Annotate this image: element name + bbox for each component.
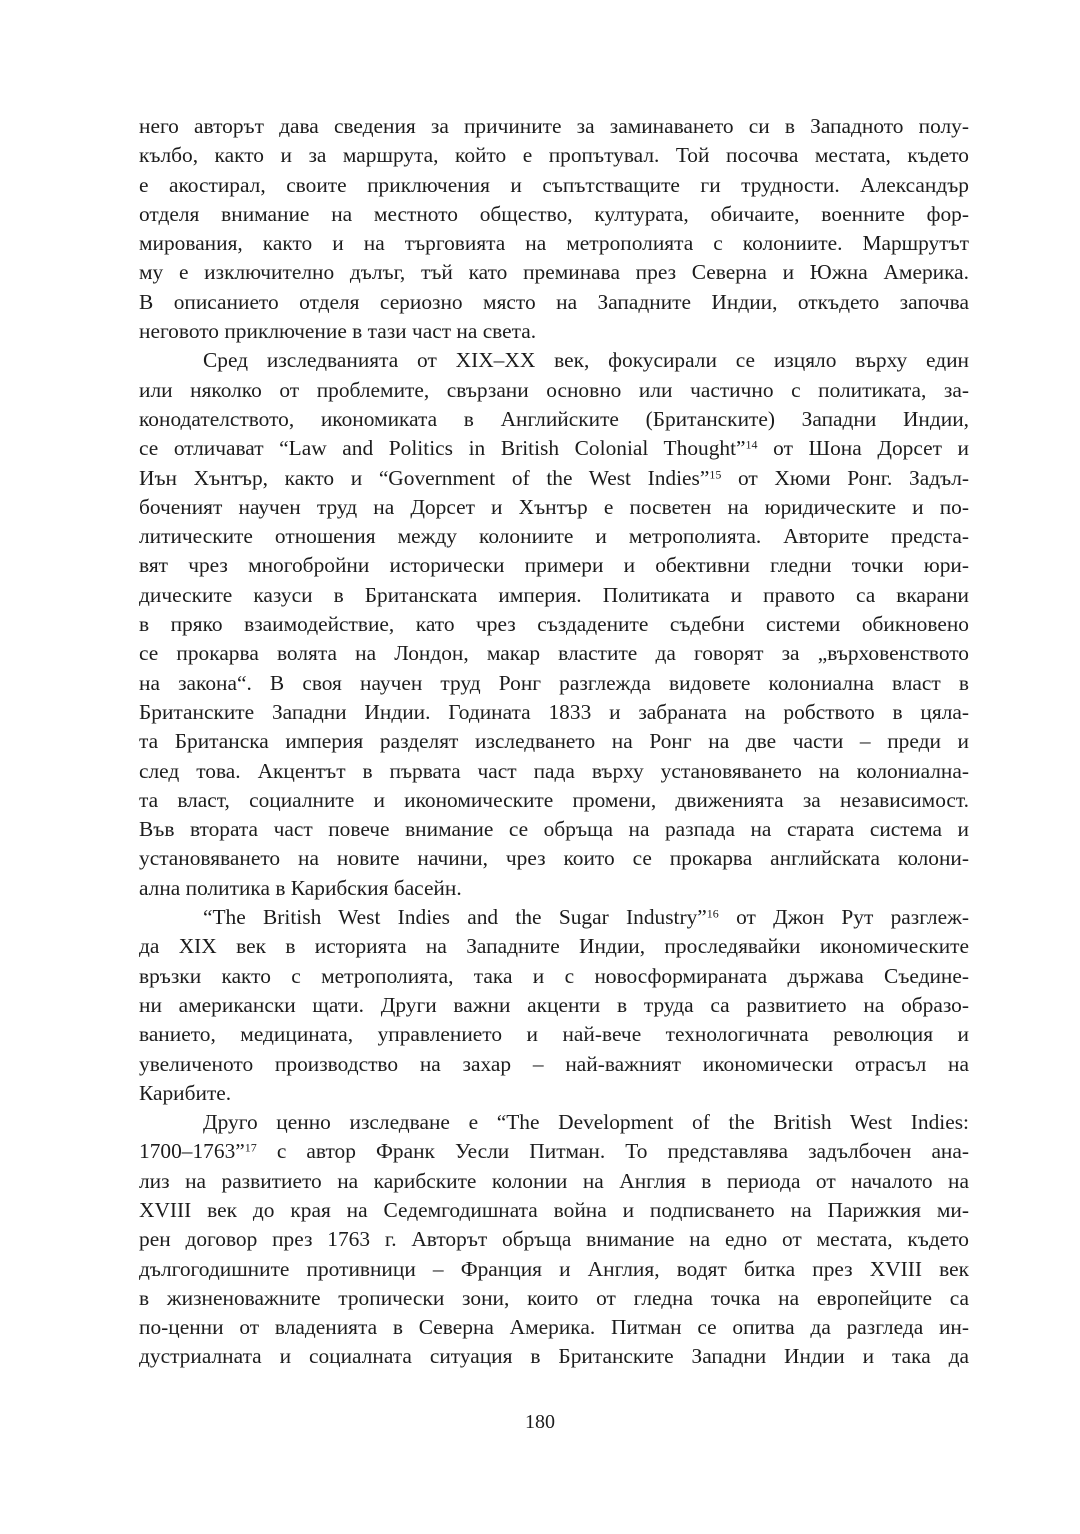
text-line: та Британска империя разделят изследването на Ронг на две части – преди и xyxy=(139,729,969,754)
text-line: ни американски щати. Други важни акценти в труда са развитието на образо- xyxy=(139,992,969,1017)
text-line: установяването на новите начини, чрез които се прокарва английската колони- xyxy=(139,846,969,871)
footnote-ref: 14 xyxy=(745,437,758,452)
text-line: увеличеното производство на захар – най-важният икономически отрасъл на xyxy=(139,1051,969,1076)
text-line: литическите отношения между колониите и метрополията. Авторите предста- xyxy=(139,524,969,549)
text-line-with-footnote xyxy=(139,464,969,493)
text-line: дическите казуси в Британската империя. Политиката и правото са вкарани xyxy=(139,582,969,607)
text-line: по-ценни от владенията в Северна Америка. Питман се опитва да разгледа ин- xyxy=(139,1315,969,1340)
text-line: отделя внимание на местното общество, културата, обичаите, военните фор- xyxy=(139,201,969,226)
text-segment: 1700–1763” xyxy=(139,1139,245,1164)
footnote-ref: 16 xyxy=(706,906,719,921)
text-line-with-footnote xyxy=(139,1137,969,1166)
text-line: боченият научен труд на Дорсет и Хънтър е посветен на юридическите и по- xyxy=(139,494,969,519)
text-line: та власт, социалните и икономическите промени, движенията за независимост. xyxy=(139,787,969,812)
text-line: на закона“. В своя научен труд Ронг разглежда видовете колониална власт в xyxy=(139,670,969,695)
text-line: връзки както с метрополията, така и с новосформираната държава Съедине- xyxy=(139,963,969,988)
page-body-text xyxy=(139,112,969,1372)
text-line: дустриалната и социалната ситуация в Британските Западни Индии и така да xyxy=(139,1344,969,1369)
text-line: Сред изследванията от XIX–XX век, фокусирали се изцяло върху един xyxy=(203,348,969,373)
text-line: след това. Акцентът в първата част пада върху установяването на колониална- xyxy=(139,758,969,783)
text-line: Британските Западни Индии. Годината 1833 и забраната на робството в цяла- xyxy=(139,699,969,724)
text-segment: “The British West Indies and the Sugar Industry” xyxy=(203,905,707,930)
text-line: рен договор през 1763 г. Авторът обръща внимание на едно от местата, където xyxy=(139,1227,969,1252)
text-segment: с автор Франк Уесли Питман. То представлява задълбочен ана- xyxy=(256,1139,969,1164)
text-line: е акостирал, своите приключения и съпътстващите ги трудности. Александър xyxy=(139,172,969,197)
text-line: му е изключително дълъг, тъй като преминава през Северна и Южна Америка. xyxy=(139,260,969,285)
text-segment: от Джон Рут разглеж- xyxy=(718,905,969,930)
text-line: лиз на развитието на карибските колонии на Англия в периода от началото на xyxy=(139,1168,969,1193)
text-line: XVIII век до края на Седемгодишната война и подписването на Парижкия ми- xyxy=(139,1197,969,1222)
text-segment: Иън Хънтър, както и “Government of the West Indies” xyxy=(139,465,710,490)
text-line: конодателството, икономиката в Английските (Британските) Западни Индии, xyxy=(139,406,969,431)
text-line: в жизненоважните тропически зони, които от гледна точка на европейците са xyxy=(139,1285,969,1310)
text-line: него авторът дава сведения за причините за заминаването си в Западното полу- xyxy=(139,114,969,138)
text-line: Карибите. xyxy=(139,1080,232,1105)
text-line: дългогодишните противници – Франция и Англия, водят битка през XVIII век xyxy=(139,1256,969,1281)
text-line: в пряко взаимодействие, като чрез създадените съдебни системи обикновено xyxy=(139,612,969,637)
text-line: кълбо, както и за маршрута, който е пропътувал. Той посочва местата, където xyxy=(139,143,969,168)
text-line: вят чрез многобройни исторически примери и обективни гледни точки юри- xyxy=(139,553,969,578)
text-segment: от Шона Дорсет и xyxy=(757,436,969,461)
text-line: Друго ценно изследване е “The Development of the British West Indies: xyxy=(203,1110,969,1135)
page-number: 180 xyxy=(525,1411,555,1433)
text-line: неговото приключение в тази част на света. xyxy=(139,319,537,344)
text-line: или няколко от проблемите, свързани основно или частично с политиката, за- xyxy=(139,377,969,402)
text-line-with-footnote xyxy=(139,434,969,463)
text-line: Във втората част повече внимание се обръща на разпада на старата система и xyxy=(139,817,969,842)
text-line: да XIX век в историята на Западните Индии, проследявайки икономическите xyxy=(139,934,969,959)
text-line: мирования, както и на търговията на метрополията с колониите. Маршрутът xyxy=(139,231,969,256)
footnote-ref: 17 xyxy=(244,1140,257,1155)
text-line: ванието, медицината, управлението и най-вече технологичната революция и xyxy=(139,1022,969,1047)
text-segment: се отличават “Law and Politics in British Colonial Thought” xyxy=(139,436,746,461)
text-line: В описанието отделя сериозно място на Западните Индии, откъдето започва xyxy=(139,289,969,314)
footnote-ref: 15 xyxy=(709,466,722,481)
text-segment: от Хюми Ронг. Задъл- xyxy=(721,465,969,490)
text-line: ална политика в Карибския басейн. xyxy=(139,875,462,900)
text-line: се прокарва волята на Лондон, макар властите да говорят за „върховенството xyxy=(139,641,969,666)
text-line-with-footnote xyxy=(139,903,969,932)
